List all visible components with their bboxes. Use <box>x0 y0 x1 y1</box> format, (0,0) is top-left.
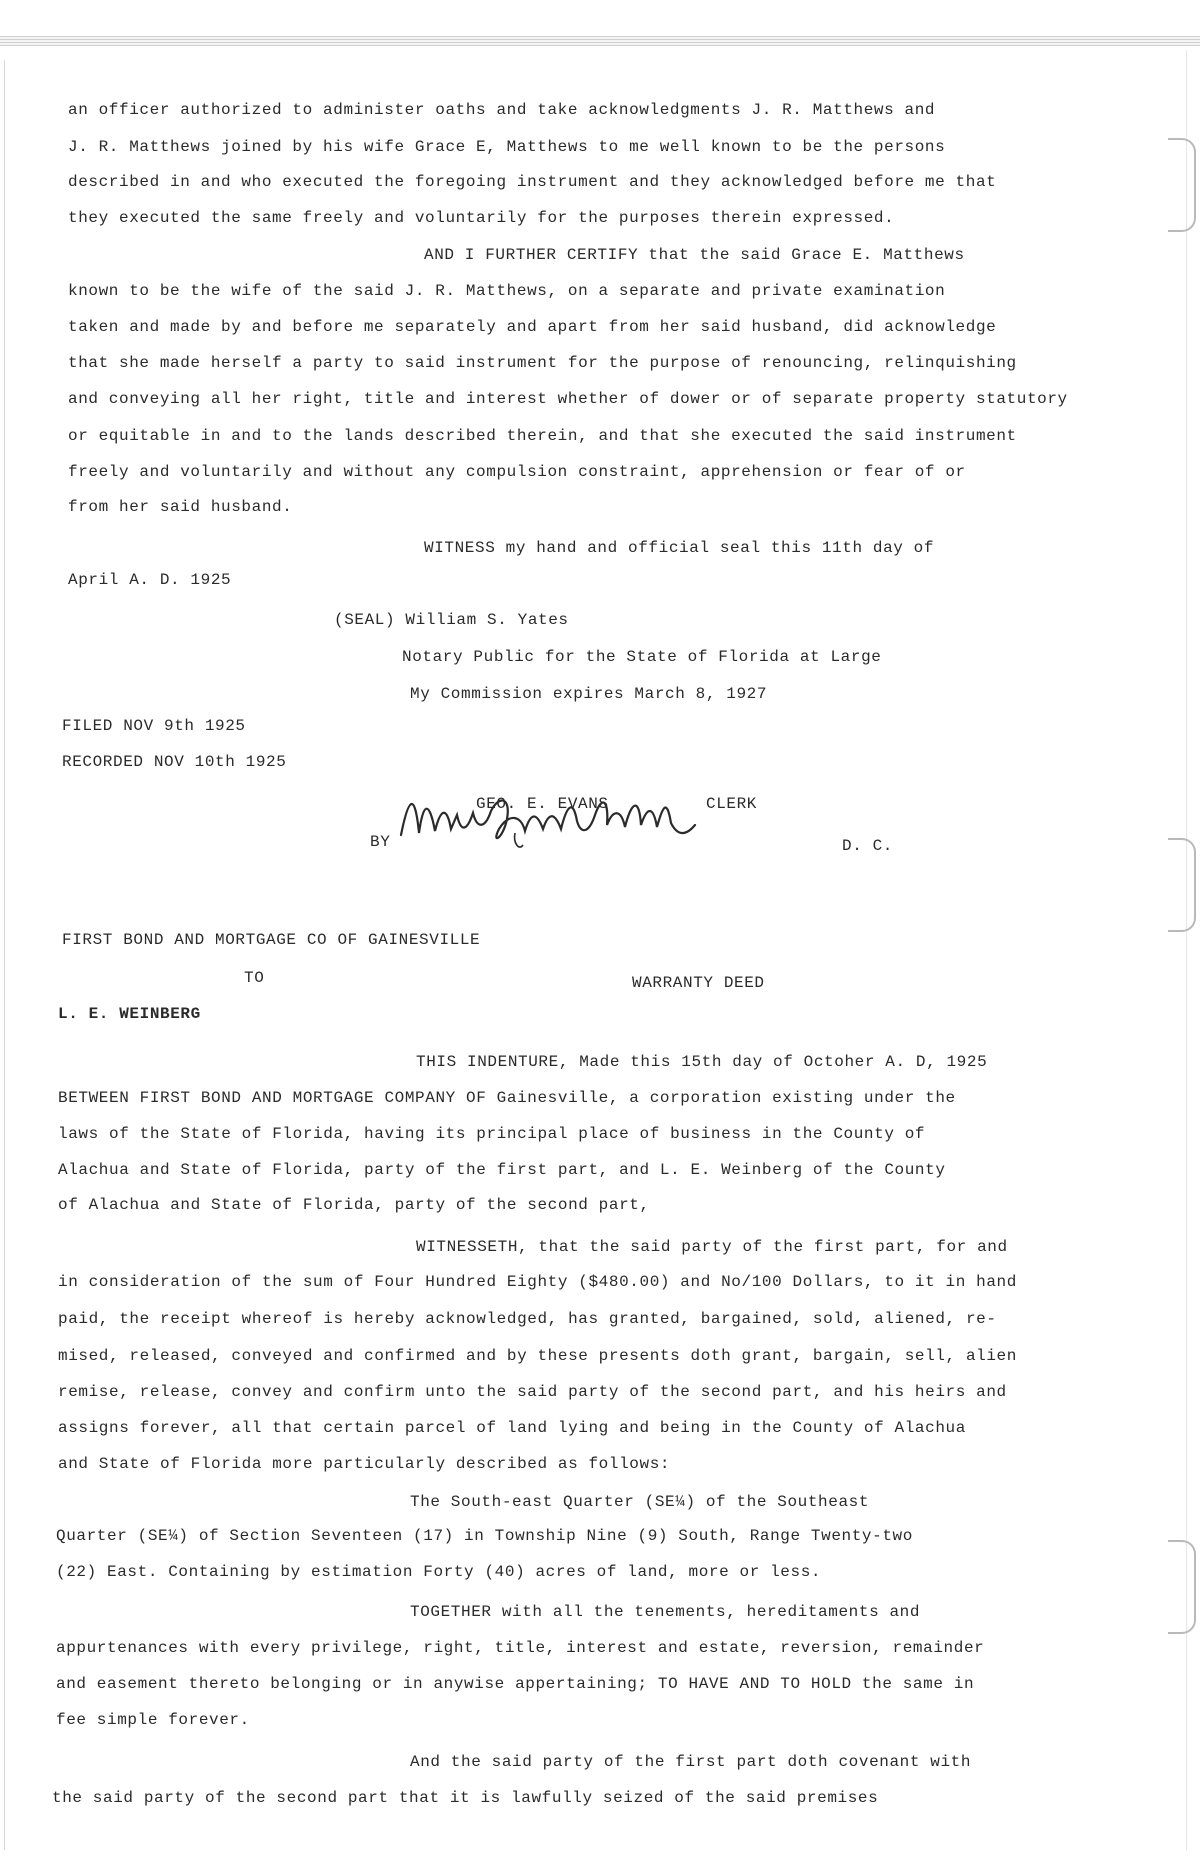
ack-line-9: and conveying all her right, title and interest whether of dower or of separate property statutory <box>68 390 1068 408</box>
binder-hole-mark <box>1168 838 1196 932</box>
notary-seal-name: (SEAL) William S. Yates <box>334 611 569 629</box>
scan-top-rule <box>0 36 1200 46</box>
deed-line-10: remise, release, convey and confirm unto the said party of the second part, and his heirs and <box>58 1383 1007 1401</box>
binder-hole-mark <box>1168 138 1196 232</box>
filed-date: FILED NOV 9th 1925 <box>62 717 246 735</box>
notary-commission: My Commission expires March 8, 1927 <box>410 685 768 703</box>
ack-line-5: AND I FURTHER CERTIFY that the said Grace E. Matthews <box>424 246 965 264</box>
deed-line-13: The South-east Quarter (SE¼) of the Southeast <box>410 1493 870 1511</box>
deed-line-5: of Alachua and State of Florida, party of the second part, <box>58 1196 650 1214</box>
deed-line-1: THIS INDENTURE, Made this 15th day of Octoher A. D, 1925 <box>416 1053 988 1071</box>
ack-line-7: taken and made by and before me separately and apart from her said husband, did acknowledge <box>68 318 997 336</box>
deed-line-17: appurtenances with every privilege, right, title, interest and estate, reversion, remainder <box>56 1639 985 1657</box>
deed-line-6: WITNESSETH, that the said party of the first part, for and <box>416 1238 1008 1256</box>
recorded-date: RECORDED NOV 10th 1925 <box>62 753 287 771</box>
deed-line-3: laws of the State of Florida, having its principal place of business in the County of <box>58 1125 926 1143</box>
by-label: BY <box>370 833 391 851</box>
notary-title: Notary Public for the State of Florida at Large <box>402 648 882 666</box>
ack-line-3: described in and who executed the foregoing instrument and they acknowledged before me that <box>68 173 997 191</box>
ack-line-12: from her said husband. <box>68 498 293 516</box>
deed-line-4: Alachua and State of Florida, party of the first part, and L. E. Weinberg of the County <box>58 1161 946 1179</box>
deed-line-7: in consideration of the sum of Four Hundred Eighty ($480.00) and No/100 Dollars, to it in hand <box>58 1273 1017 1291</box>
ack-line-10: or equitable in and to the lands described therein, and that she executed the said instrument <box>68 427 1017 445</box>
deed-line-8: paid, the receipt whereof is hereby acknowledged, has granted, bargained, sold, aliened, re- <box>58 1310 997 1328</box>
clerk-title: CLERK <box>706 795 758 813</box>
ack-line-1: an officer authorized to administer oaths and take acknowledgments J. R. Matthews and <box>68 101 936 119</box>
deed-line-16: TOGETHER with all the tenements, hereditaments and <box>410 1603 921 1621</box>
deed-line-15: (22) East. Containing by estimation Forty (40) acres of land, more or less. <box>56 1563 822 1581</box>
instrument-type: WARRANTY DEED <box>632 974 765 992</box>
page-left-edge <box>4 60 11 1850</box>
deed-line-20: And the said party of the first part doth covenant with <box>410 1753 972 1771</box>
witness-line: WITNESS my hand and official seal this 11th day of <box>424 539 935 557</box>
ack-line-11: freely and voluntarily and without any compulsion constraint, apprehension or fear of or <box>68 463 966 481</box>
ack-line-4: they executed the same freely and voluntarily for the purposes therein expressed. <box>68 209 895 227</box>
deed-line-11: assigns forever, all that certain parcel of land lying and being in the County of Alachua <box>58 1419 966 1437</box>
binder-hole-mark <box>1168 1540 1196 1634</box>
clerk-name: GEO. E. EVANS <box>476 795 609 813</box>
to-label: TO <box>244 969 265 987</box>
deed-line-9: mised, released, conveyed and confirmed and by these presents doth grant, bargain, sell, alien <box>58 1347 1017 1365</box>
ack-line-6: known to be the wife of the said J. R. Matthews, on a separate and private examination <box>68 282 946 300</box>
witness-date: April A. D. 1925 <box>68 571 232 589</box>
grantor-name: FIRST BOND AND MORTGAGE CO OF GAINESVILLE <box>62 931 481 949</box>
ack-line-8: that she made herself a party to said instrument for the purpose of renouncing, relinquishing <box>68 354 1017 372</box>
clerk-signature <box>395 785 758 855</box>
grantee-name: L. E. WEINBERG <box>58 1005 201 1023</box>
deed-line-12: and State of Florida more particularly described as follows: <box>58 1455 671 1473</box>
ack-line-2: J. R. Matthews joined by his wife Grace E, Matthews to me well known to be the persons <box>68 138 946 156</box>
deed-line-18: and easement thereto belonging or in anywise appertaining; TO HAVE AND TO HOLD the same in <box>56 1675 975 1693</box>
deed-line-2: BETWEEN FIRST BOND AND MORTGAGE COMPANY OF Gainesville, a corporation existing under the <box>58 1089 956 1107</box>
deed-line-14: Quarter (SE¼) of Section Seventeen (17) in Township Nine (9) South, Range Twenty-two <box>56 1527 913 1545</box>
deed-line-21: the said party of the second part that it is lawfully seized of the said premises <box>52 1789 879 1807</box>
deputy-clerk: D. C. <box>842 837 894 855</box>
deed-line-19: fee simple forever. <box>56 1711 250 1729</box>
